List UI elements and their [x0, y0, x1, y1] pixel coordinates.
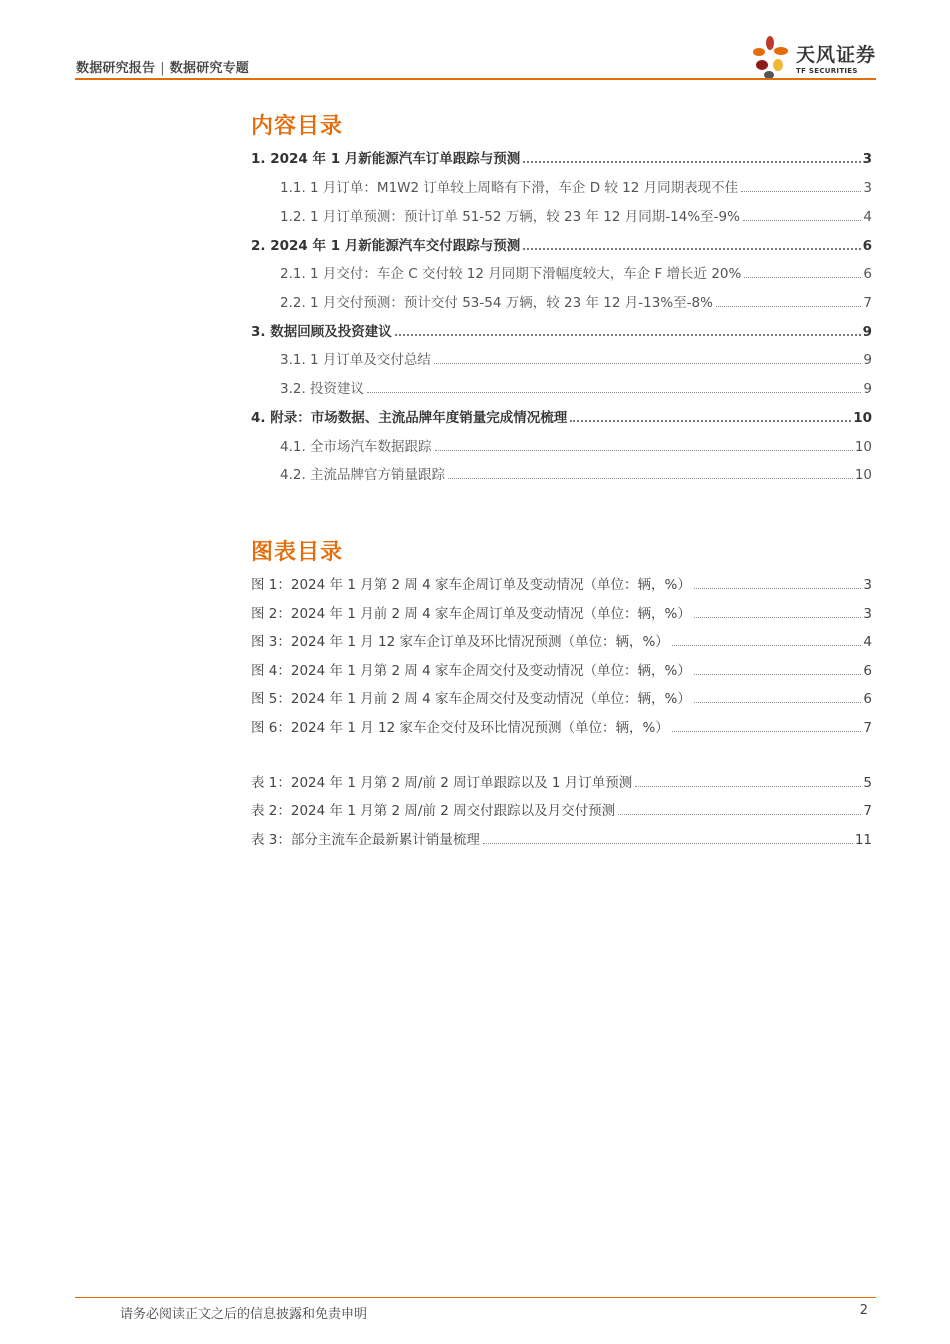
dot-leader [570, 420, 851, 422]
figure-entry[interactable] [251, 573, 872, 593]
figure-entry-page: 6 [863, 663, 872, 679]
toc-entry[interactable] [251, 291, 872, 311]
toc-entry[interactable] [251, 348, 872, 368]
dot-leader [523, 161, 860, 163]
table-entry-text: 表 3：部分主流车企最新累计销量梳理 [251, 832, 480, 848]
table-entry[interactable] [251, 799, 872, 819]
toc-entry-page: 9 [863, 381, 872, 397]
toc-entry[interactable] [251, 377, 872, 397]
contents-title: 内容目录 [251, 114, 344, 139]
dot-leader [672, 645, 862, 646]
dot-leader [395, 334, 861, 336]
toc-entry-text: 4.1. 全市场汽车数据跟踪 [280, 439, 432, 455]
toc-entry-text: 3. 数据回顾及投资建议 [251, 324, 392, 340]
figure-entry[interactable] [251, 602, 872, 622]
figure-entry[interactable] [251, 630, 872, 650]
figure-entry[interactable] [251, 687, 872, 707]
figure-entry-text: 图 5：2024 年 1 月前 2 周 4 家车企周交付及变动情况（单位：辆，%） [251, 691, 691, 707]
figure-entry-page: 4 [863, 634, 872, 650]
figure-entry[interactable] [251, 716, 872, 736]
dot-leader [434, 363, 861, 364]
table-entry-page: 7 [863, 803, 872, 819]
figure-entry-text: 图 2：2024 年 1 月前 2 周 4 家车企周订单及变动情况（单位：辆，%） [251, 606, 691, 622]
report-type: 数据研究报告 [76, 61, 156, 76]
toc-entry-page: 10 [853, 410, 872, 426]
toc-entry[interactable] [251, 205, 872, 225]
dot-leader [744, 277, 861, 278]
dot-leader [367, 392, 861, 393]
toc-entry-page: 6 [862, 238, 872, 254]
toc-entry-page: 3 [862, 151, 872, 167]
toc-entry-page: 3 [863, 180, 872, 196]
table-entry-text: 表 2：2024 年 1 月第 2 周/前 2 周交付跟踪以及月交付预测 [251, 803, 616, 819]
dot-leader [694, 588, 862, 589]
table-entry[interactable] [251, 771, 872, 791]
dot-leader [435, 450, 853, 451]
toc-entry[interactable] [251, 435, 872, 455]
toc-entry[interactable] [251, 463, 872, 483]
figure-entry-text: 图 4：2024 年 1 月第 2 周 4 家车企周交付及变动情况（单位：辆，%） [251, 663, 691, 679]
dot-leader [448, 478, 853, 479]
toc-entry-page: 10 [854, 439, 872, 455]
dot-leader [618, 814, 861, 815]
figures-title: 图表目录 [251, 540, 344, 565]
toc-entry[interactable] [251, 176, 872, 196]
toc-entry-text: 1.1. 1 月订单：M1W2 订单较上周略有下滑，车企 D 较 12 月同期表现不佳 [280, 180, 739, 196]
toc-entry-page: 9 [862, 324, 872, 340]
table-entry[interactable] [251, 828, 872, 848]
toc-entry[interactable] [251, 262, 872, 282]
figure-entry-page: 3 [863, 577, 872, 593]
toc-entry-text: 2.1. 1 月交付：车企 C 交付较 12 月同期下滑幅度较大，车企 F 增长近 20% [280, 266, 742, 282]
figure-entry-page: 7 [863, 720, 872, 736]
table-entry-page: 11 [854, 832, 872, 848]
toc-entry-page: 4 [863, 209, 872, 225]
toc-entry-text: 2. 2024 年 1 月新能源汽车交付跟踪与预测 [251, 238, 521, 254]
flower-logo-icon [748, 34, 794, 80]
header-divider [75, 78, 876, 80]
toc-entry-text: 3.2. 投资建议 [280, 381, 365, 397]
figure-entry-page: 6 [863, 691, 872, 707]
table-entry-text: 表 1：2024 年 1 月第 2 周/前 2 周订单跟踪以及 1 月订单预测 [251, 775, 633, 791]
figure-entry-text: 图 6：2024 年 1 月 12 家车企交付及环比情况预测（单位：辆，%） [251, 720, 669, 736]
figure-entry-page: 3 [863, 606, 872, 622]
toc-entry[interactable] [251, 406, 872, 426]
page-number: 2 [859, 1303, 868, 1318]
toc-entry[interactable] [251, 147, 872, 167]
dot-leader [694, 617, 862, 618]
toc-entry-page: 9 [863, 352, 872, 368]
figure-entry-text: 图 3：2024 年 1 月 12 家车企订单及环比情况预测（单位：辆，%） [251, 634, 669, 650]
dot-leader [635, 786, 861, 787]
table-entry-page: 5 [863, 775, 872, 791]
dot-leader [672, 731, 862, 732]
dot-leader [523, 248, 860, 250]
footer-divider [75, 1297, 876, 1298]
toc-entry-text: 3.1. 1 月订单及交付总结 [280, 352, 431, 368]
dot-leader [716, 306, 861, 307]
logo-chinese-name: 天风证券 [796, 44, 877, 66]
report-subtype: 数据研究专题 [169, 61, 249, 76]
toc-entry-text: 1. 2024 年 1 月新能源汽车订单跟踪与预测 [251, 151, 521, 167]
toc-entry-page: 6 [863, 266, 872, 282]
header-separator: | [160, 61, 165, 76]
dot-leader [741, 191, 861, 192]
toc-entry[interactable] [251, 234, 872, 254]
dot-leader [694, 674, 862, 675]
dot-leader [483, 843, 853, 844]
toc-entry-text: 4.2. 主流品牌官方销量跟踪 [280, 467, 446, 483]
toc-entry-page: 10 [854, 467, 872, 483]
logo-english-name: TF SECURITIES [796, 67, 858, 75]
footer-disclaimer: 请务必阅读正文之后的信息披露和免责申明 [120, 1307, 368, 1322]
toc-entry-page: 7 [863, 295, 872, 311]
dot-leader [743, 220, 861, 221]
toc-entry-text: 1.2. 1 月订单预测：预计订单 51-52 万辆，较 23 年 12 月同期-14%至-9% [280, 209, 740, 225]
report-category [76, 57, 249, 76]
toc-entry-text: 4. 附录：市场数据、主流品牌年度销量完成情况梳理 [251, 410, 568, 426]
dot-leader [694, 702, 862, 703]
figure-entry[interactable] [251, 659, 872, 679]
toc-entry-text: 2.2. 1 月交付预测：预计交付 53-54 万辆，较 23 年 12 月-13%至-8% [280, 295, 713, 311]
company-logo [748, 34, 878, 80]
figure-entry-text: 图 1：2024 年 1 月第 2 周 4 家车企周订单及变动情况（单位：辆，%） [251, 577, 691, 593]
toc-entry[interactable] [251, 320, 872, 340]
